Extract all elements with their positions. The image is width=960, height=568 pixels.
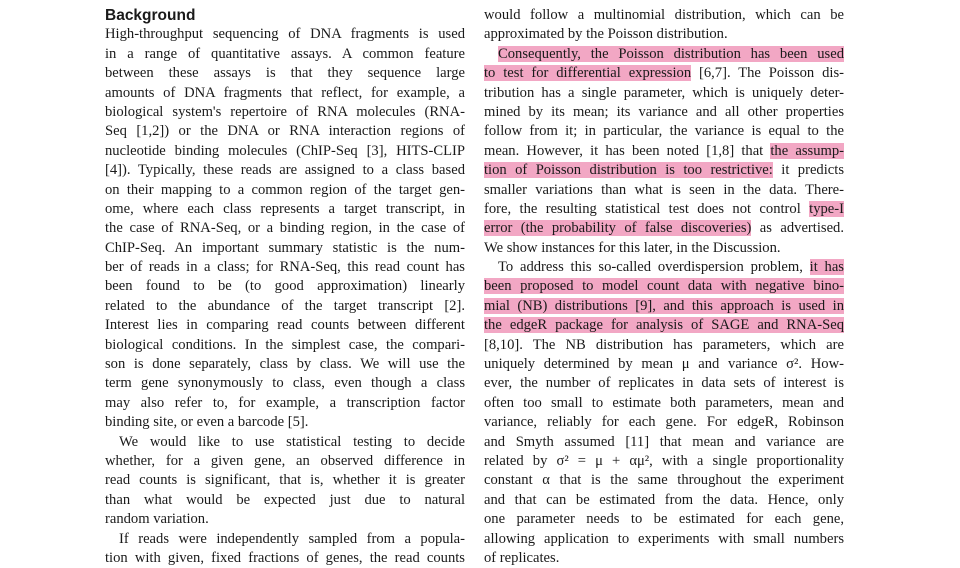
text-line (105, 161, 465, 180)
text-line (484, 355, 844, 374)
line-text: often too small to estimate both parameters, mean and (484, 394, 844, 411)
highlighted-text: the edgeR package for analysis of SAGE and RNA-Seq (484, 317, 844, 334)
line-text: Interest lies in comparing read counts between different (105, 317, 465, 334)
line-text: tion with given, fixed fractions of genes, the read counts (105, 549, 465, 566)
line-text: mean. However, it has been noted [1,8] that (484, 142, 771, 159)
text-line (105, 471, 465, 490)
line-text: been found to be (to good approximation) linearly (105, 278, 465, 295)
line-text: and Smyth assumed [11] that mean and variance are (484, 433, 844, 450)
left-column (105, 6, 465, 568)
line-text: of replicates. (484, 549, 560, 566)
text-line (484, 394, 844, 413)
line-text: between these assays is that they sequence large (105, 65, 465, 82)
text-line (105, 258, 465, 277)
text-line (105, 510, 465, 529)
line-text: smaller variations than what is seen in the data. There- (484, 181, 844, 198)
line-text: random variation. (105, 511, 209, 528)
section-heading (105, 6, 465, 25)
text-line (105, 181, 465, 200)
line-text: Background (105, 7, 196, 24)
line-text: [4]). Typically, these reads are assigned to a class based (105, 162, 465, 179)
highlighted-text: type-I (809, 200, 844, 217)
text-line (105, 200, 465, 219)
text-line (105, 297, 465, 316)
text-line (105, 64, 465, 83)
text-line (484, 45, 844, 64)
line-text: on their mapping to a common region of the target gen- (105, 181, 465, 198)
highlighted-text: error (the probability of false discoveries) (484, 220, 752, 237)
line-text: would follow a multinomial distribution, which can be (484, 7, 844, 23)
text-line (484, 452, 844, 471)
text-line (105, 25, 465, 44)
line-text: constant α that is the same throughout the experiment (484, 472, 844, 489)
line-text: and that can be estimated from the data. Hence, only (484, 491, 844, 508)
highlighted-text: mial (NB) distributions [9], and this approach is used in (484, 297, 844, 314)
line-text: High-throughput sequencing of DNA fragments is used (105, 26, 465, 43)
right-column (484, 6, 844, 568)
text-line (105, 84, 465, 103)
line-text: binding site, or even a barcode [5]. (105, 414, 309, 431)
text-line (484, 491, 844, 510)
text-line (484, 433, 844, 452)
line-text: in a range of quantitative assays. A common feature (105, 45, 465, 62)
highlighted-text: tion of Poisson distribution is too restrictive: (484, 162, 773, 179)
text-line (105, 103, 465, 122)
line-text: whether, for a given gene, an observed difference in (105, 452, 465, 469)
text-line (484, 84, 844, 103)
line-text: may also refer to, for example, a transcription factor (105, 394, 465, 411)
line-text: related to the abundance of the target transcript [2]. (105, 297, 465, 314)
text-line (484, 64, 844, 83)
text-line (484, 374, 844, 393)
text-line (105, 45, 465, 64)
highlighted-text: the assump- (770, 142, 844, 159)
line-text: We show instances for this later, in the Discussion. (484, 239, 781, 256)
text-line (484, 530, 844, 549)
text-line (484, 239, 844, 258)
line-text: nucleotide binding molecules (ChIP-Seq [3], HITS-CLIP (105, 142, 465, 159)
text-line (484, 549, 844, 568)
text-line (484, 413, 844, 432)
line-text: term gene synonymously to class, even though a class (105, 375, 465, 392)
highlighted-text: to test for differential expression (484, 65, 692, 82)
text-line (105, 549, 465, 568)
text-line (484, 181, 844, 200)
text-line (105, 316, 465, 335)
line-text: variance, reliably for each gene. For edgeR, Robinson (484, 414, 844, 431)
text-line (484, 6, 844, 25)
line-text: son is done separately, class by class. We will use the (105, 356, 465, 373)
line-text: ber of reads in a class; for RNA-Seq, this read count has (105, 259, 465, 276)
text-line (105, 336, 465, 355)
line-text: amounts of DNA fragments that reflect, for example, a (105, 84, 465, 101)
text-line (105, 394, 465, 413)
line-text: biological system's repertoire of RNA molecules (RNA- (105, 103, 465, 120)
text-line (105, 433, 465, 452)
line-text: one parameter needs to be estimated for each gene, (484, 511, 844, 528)
line-text: Seq [1,2]) or the DNA or RNA interaction regions of (105, 123, 465, 140)
line-text: uniquely determined by mean μ and variance σ². How- (484, 356, 844, 373)
text-line (484, 258, 844, 277)
text-line (105, 239, 465, 258)
line-text: approximated by the Poisson distribution. (484, 26, 728, 43)
text-line (105, 530, 465, 549)
line-text: [8,10]. The NB distribution has parameters, which are (484, 336, 844, 353)
text-line (484, 316, 844, 335)
text-line (484, 25, 844, 44)
highlighted-text: it has (809, 259, 844, 276)
line-text: ome, where each class represents a target transcript, in (105, 200, 465, 217)
text-line (484, 122, 844, 141)
line-text: ChIP-Seq. An important summary statistic is the num- (105, 239, 465, 256)
text-line (484, 297, 844, 316)
text-line (484, 336, 844, 355)
highlighted-text: been proposed to model count data with negative bino- (484, 278, 844, 295)
line-text: If reads were independently sampled from a popula- (119, 530, 465, 547)
line-text: [6,7]. The Poisson dis- (691, 65, 844, 82)
line-text: We would like to use statistical testing to decide (119, 433, 465, 450)
text-line (105, 413, 465, 432)
text-line (105, 122, 465, 141)
text-line (105, 452, 465, 471)
text-line (484, 103, 844, 122)
line-text: mined by its mean; its variance and all other properties (484, 103, 844, 120)
line-text: tribution has a single parameter, which is uniquely deter- (484, 84, 844, 101)
text-line (105, 219, 465, 238)
text-line (484, 200, 844, 219)
line-text: than what would be expected just due to natural (105, 491, 465, 508)
line-text: fore, the resulting statistical test does not control (484, 200, 810, 217)
line-text: related by σ² = μ + αμ², with a single proportionality (484, 452, 844, 469)
text-line (484, 510, 844, 529)
text-line (484, 277, 844, 296)
text-line (105, 355, 465, 374)
highlighted-text: Consequently, the Poisson distribution has been used (498, 45, 844, 62)
text-line (484, 161, 844, 180)
line-text: as advertised. (751, 220, 844, 237)
line-text: To address this so-called overdispersion problem, (498, 259, 810, 276)
line-text: allowing application to experiments with small numbers (484, 530, 844, 547)
text-line (484, 219, 844, 238)
line-text: read counts is significant, that is, whether it is greater (105, 472, 465, 489)
line-text: the case of RNA-Seq, or a binding region, in the case of (105, 220, 465, 237)
text-line (105, 491, 465, 510)
text-line (105, 142, 465, 161)
text-line (484, 142, 844, 161)
line-text: biological conditions. In the simplest case, the compari- (105, 336, 465, 353)
line-text: it predicts (772, 162, 844, 179)
line-text: follow from it; in particular, the variance is equal to the (484, 123, 844, 140)
text-line (105, 374, 465, 393)
text-line (105, 277, 465, 296)
line-text: ever, the number of replicates in data sets of interest is (484, 375, 844, 392)
text-line (484, 471, 844, 490)
